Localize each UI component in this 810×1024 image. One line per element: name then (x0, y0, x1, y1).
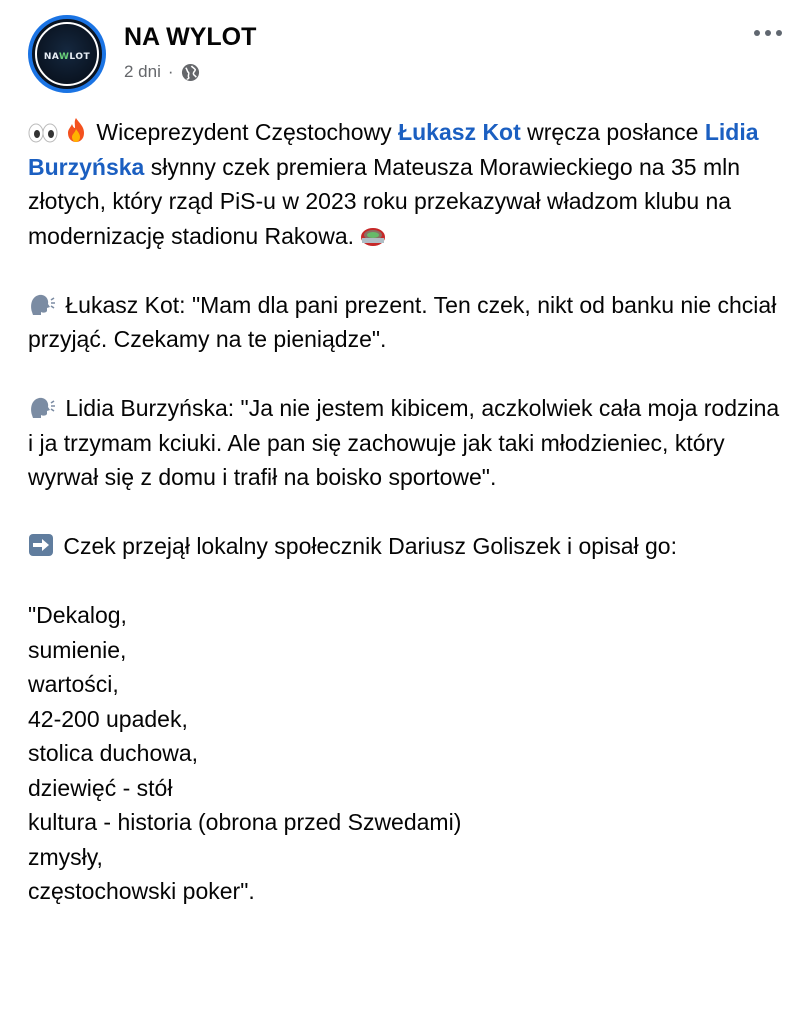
quote-line: wartości, (28, 671, 119, 697)
avatar-logo (37, 52, 97, 62)
quote-line: kultura - historia (obrona przed Szwedami) (28, 809, 462, 835)
quote-block (28, 598, 788, 909)
paragraph-2 (28, 288, 788, 357)
page-name[interactable]: NA WYLOT (124, 23, 257, 51)
quote-line: dziewięć - stół (28, 774, 173, 801)
fire-emoji (65, 117, 87, 143)
quote-line: zmysły, (28, 843, 103, 870)
avatar-logo-accent: W (58, 52, 70, 62)
quote-line: częstochowski poker". (28, 878, 255, 904)
post-meta (124, 62, 200, 82)
paragraph-1-text-a: Wiceprezydent Częstochowy (90, 119, 399, 145)
paragraph-3 (28, 391, 788, 495)
mention-lukasz-kot[interactable]: Łukasz Kot (398, 119, 521, 145)
page-avatar[interactable] (28, 15, 106, 93)
post-text (28, 115, 788, 909)
eyes-emoji (28, 121, 62, 143)
paragraph-2-text: Łukasz Kot: "Mam dla pani prezent. Ten czek, nikt od banku nie chciał przyjąć. Czekamy na te pieniądze". (28, 291, 777, 352)
paragraph-1-text-b: wręcza posłance (520, 119, 705, 145)
post-header (0, 0, 810, 112)
avatar-logo-right: LOT (69, 52, 91, 62)
more-dots-icon[interactable] (748, 22, 788, 44)
paragraph-1-text-c: słynny czek premiera Mateusza Morawieckiego na 35 mln złotych, który rząd PiS-u w 2023 roku przekazywał władzom klubu na modernizację stadionu Rakowa. (28, 153, 741, 249)
meta-separator: · (167, 62, 174, 81)
quote-line: sumienie, (28, 636, 127, 663)
mention-lidia-burzynska[interactable]: Lidia Burzyńska (28, 119, 759, 180)
quote-line: stolica duchowa, (28, 740, 199, 766)
paragraph-3-text: Lidia Burzyńska: "Ja nie jestem kibicem, aczkolwiek cała moja rodzina i ja trzymam kciuki. Ale pan się zachowuje jak taki młodzieniec, który wyrwał się z domu i trafił na boisko sportowe". (28, 395, 780, 490)
dot (754, 30, 760, 36)
paragraph-4 (28, 529, 788, 564)
dot (765, 30, 771, 36)
right-arrow-emoji (28, 533, 54, 557)
avatar-inner (35, 22, 99, 86)
speaking-head-emoji (28, 292, 56, 316)
quote-line: 42-200 upadek, (28, 705, 188, 732)
dot (776, 30, 782, 36)
quote-line: "Dekalog, (28, 602, 127, 628)
speaking-head-emoji (28, 395, 56, 419)
avatar-logo-left: NA (43, 52, 59, 62)
paragraph-4-text: Czek przejął lokalny społecznik Dariusz Goliszek i opisał go: (57, 533, 677, 559)
post-time[interactable]: 2 dni (124, 62, 161, 81)
globe-icon[interactable] (181, 63, 200, 82)
stadium-emoji (360, 225, 386, 247)
paragraph-1 (28, 115, 788, 253)
